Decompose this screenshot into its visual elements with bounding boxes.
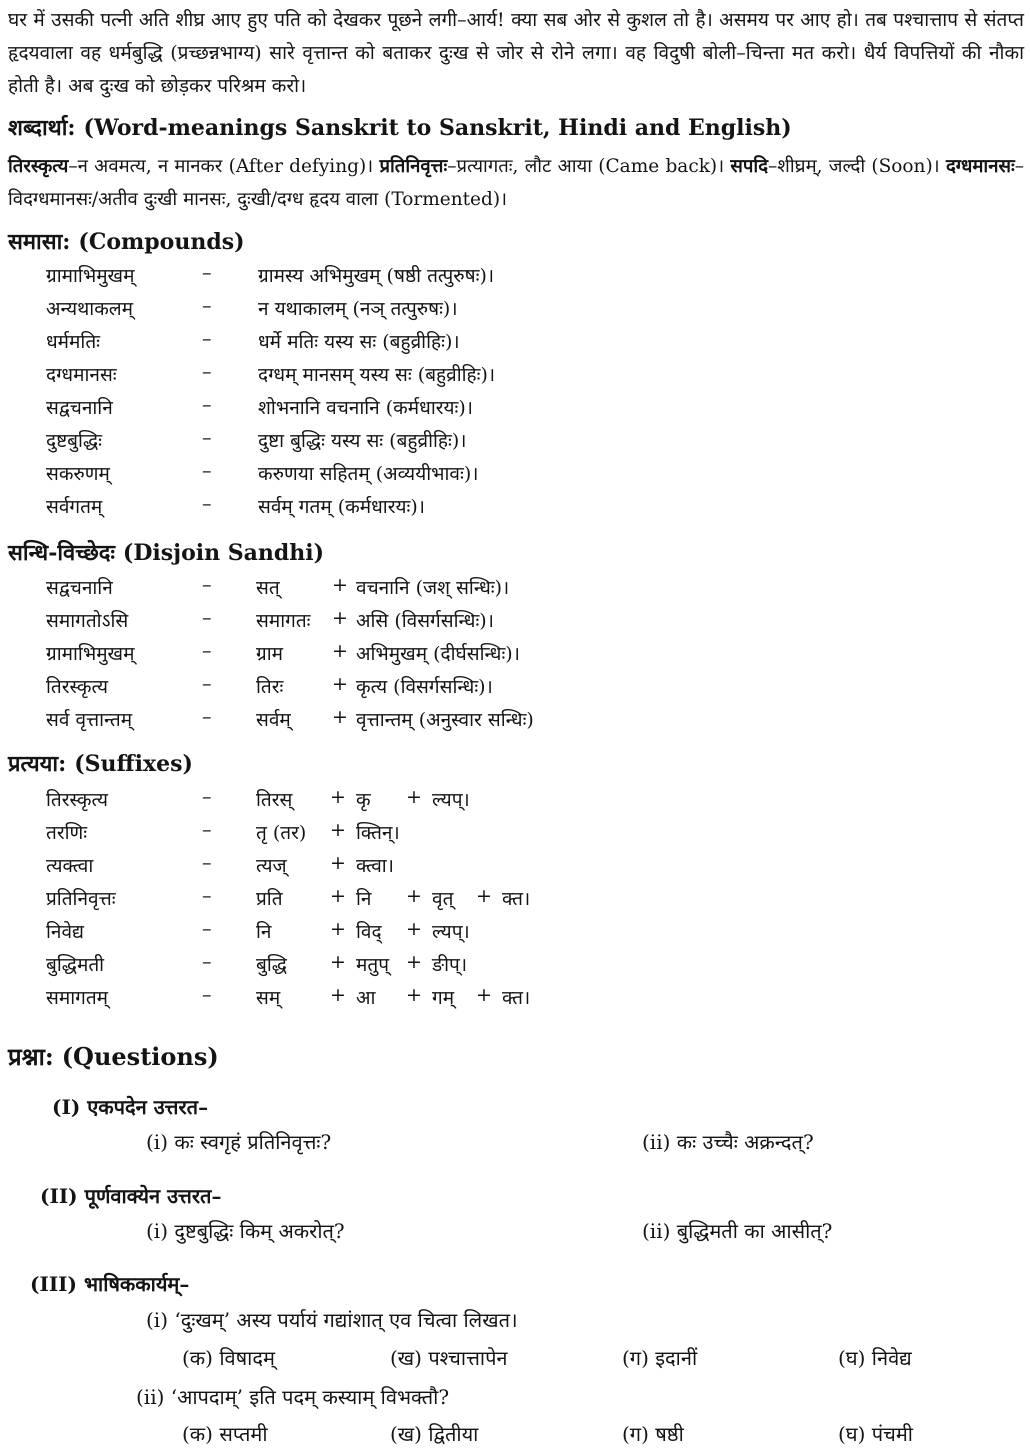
suffix-part: वृत् [432, 888, 454, 910]
table-row [0, 984, 1030, 1017]
dash: – [202, 328, 212, 350]
plus-sign: + [406, 918, 422, 940]
table-row [0, 493, 1030, 526]
dash: – [202, 951, 212, 973]
suffix-part: क्त। [502, 987, 531, 1009]
suffix-word: समागतम् [46, 987, 109, 1009]
suffix-part: गम् [432, 987, 455, 1009]
suffix-part: प्रति [256, 888, 283, 910]
compound-explanation: करुणया सहितम् (अव्ययीभावः)। [258, 463, 479, 485]
compounds-heading [8, 226, 245, 256]
plus-sign: + [476, 885, 492, 907]
dash: – [202, 295, 212, 317]
table-row [0, 394, 1030, 427]
compound-explanation: ग्रामस्य अभिमुखम् (षष्ठी तत्पुरुषः)। [258, 265, 495, 287]
suffix-part: नि [356, 888, 372, 910]
dash: – [202, 706, 212, 728]
answer-option: (घ) निवेद्य [838, 1346, 912, 1370]
plus-sign: + [330, 819, 346, 841]
question-section-label: (III) भाषिककार्यम्– [30, 1272, 190, 1296]
table-row [0, 819, 1030, 852]
table-row [0, 328, 1030, 361]
compound-word: धर्ममतिः [46, 331, 100, 353]
plus-sign: + [330, 951, 346, 973]
answer-option: (क) सप्तमी [182, 1422, 268, 1446]
suffix-word: प्रतिनिवृत्तः [46, 888, 116, 910]
suffix-part: मतुप् [356, 954, 389, 976]
suffix-part: क्तिन्। [356, 822, 400, 844]
sandhi-rest: कृत्य (विसर्गसन्धिः)। [356, 676, 493, 698]
compound-explanation: न यथाकालम् (नञ् तत्पुरुषः)। [258, 298, 458, 320]
plus-sign: + [332, 574, 348, 596]
wm-word: प्रतिनिवृत्तः [379, 156, 448, 177]
answer-option: (ग) इदानीं [622, 1346, 698, 1370]
dash: – [202, 885, 212, 907]
questions-heading-hi: प्रश्ना: [8, 1042, 54, 1071]
question-item: (ii) बुद्धिमती का आसीत्? [642, 1219, 833, 1243]
answer-option: (ख) पश्चात्तापेन [390, 1346, 508, 1370]
table-row [0, 706, 1030, 739]
word-meanings-list [8, 150, 1024, 216]
dash: – [202, 819, 212, 841]
suffix-part: क्त्वा। [356, 855, 394, 877]
dash: – [202, 607, 212, 629]
plus-sign: + [332, 607, 348, 629]
dash: – [202, 673, 212, 695]
intro-paragraph: घर में उसकी पत्नी अति शीघ्र आए हुए पति को देखकर पूछने लगी–आर्य! क्या सब ओर से कुशल तो है। असमय पर आए हो। तब पश्चात्ताप से संतप्त हृदयवाला वह धर्मबुद्धि (प्रच्छन्नभाग्य) सारे वृत्तान्त को बताकर दुःख से जोर से रोने लगा। वह विदुषी बोली–चिन्ता मत करो। धैर्य विपत्तियों की नौका होती है। अब दुःख को छोड़कर परिश्रम करो। [8, 9, 1024, 97]
table-row [0, 673, 1030, 706]
dash: – [202, 427, 212, 449]
suffix-part: बुद्धि [256, 954, 287, 976]
table-row [0, 885, 1030, 918]
suffix-part: त्यज् [256, 855, 287, 877]
question-item: (i) दुष्टबुद्धिः किम् अकरोत्? [146, 1219, 345, 1243]
wm-meaning: –न अवमत्य, न मानकर (After defying)। [68, 156, 374, 177]
suffixes-heading-hi: प्रत्यया: [8, 751, 67, 777]
answer-option: (घ) पंचमी [838, 1422, 913, 1446]
wm-word: तिरस्कृत्य [8, 156, 69, 177]
sandhi-rest: वचनानि (जश् सन्धिः)। [356, 577, 510, 599]
dash: – [202, 640, 212, 662]
compound-word: सकरुणम् [46, 463, 110, 485]
sandhi-rest: अभिमुखम् (दीर्घसन्धिः)। [356, 643, 520, 665]
table-row [0, 460, 1030, 493]
table-row [0, 574, 1030, 607]
dash: – [202, 574, 212, 596]
suffix-part: क्त। [502, 888, 531, 910]
sandhi-part: सत् [256, 577, 280, 599]
suffix-part: आ [356, 987, 376, 1009]
word-meanings-heading-en: (Word-meanings Sanskrit to Sanskrit, Hindi and English) [83, 115, 792, 141]
question-section-label: (II) पूर्णवाक्येन उत्तरत– [40, 1184, 222, 1208]
plus-sign: + [406, 984, 422, 1006]
sandhi-rest: असि (विसर्गसन्धिः)। [356, 610, 494, 632]
table-row [0, 786, 1030, 819]
suffix-part: ङीप्। [432, 954, 468, 976]
plus-sign: + [330, 786, 346, 808]
compound-explanation: दुष्टा बुद्धिः यस्य सः (बहुव्रीहिः)। [258, 430, 467, 452]
compound-explanation: शोभनानि वचनानि (कर्मधारयः)। [258, 397, 473, 419]
suffix-word: निवेद्य [46, 921, 85, 943]
suffixes-heading [8, 748, 193, 778]
sandhi-heading-hi: सन्धि-विच्छेदः [8, 540, 115, 566]
wm-meaning: –प्रत्यागतः, लौट आया (Came back)। [447, 156, 725, 177]
compound-word: अन्यथाकलम् [46, 298, 134, 320]
plus-sign: + [406, 885, 422, 907]
plus-sign: + [406, 786, 422, 808]
suffix-part: विद् [356, 921, 382, 943]
suffix-part: नि [256, 921, 272, 943]
compounds-heading-hi: समासा: [8, 229, 71, 255]
table-row [0, 361, 1030, 394]
suffixes-heading-en: (Suffixes) [74, 751, 193, 777]
question-section-label: (I) एकपदेन उत्तरत– [52, 1095, 209, 1119]
dash: – [202, 361, 212, 383]
table-row [0, 295, 1030, 328]
sandhi-rest: वृत्तान्तम् (अनुस्वार सन्धिः) [356, 709, 534, 731]
compound-word: सद्वचनानि [46, 397, 113, 419]
wm-word: दग्धमानसः [945, 156, 1015, 177]
plus-sign: + [476, 984, 492, 1006]
compounds-heading-en: (Compounds) [78, 229, 245, 255]
suffix-part: सम् [256, 987, 281, 1009]
table-row [0, 262, 1030, 295]
wm-word: सपदि [730, 156, 769, 177]
suffix-word: बुद्धिमती [46, 954, 105, 976]
suffix-part: ल्यप्। [432, 921, 470, 943]
dash: – [202, 984, 212, 1006]
suffix-part: ल्यप्। [432, 789, 470, 811]
compound-word: दुष्टबुद्धिः [46, 430, 102, 452]
table-row [0, 640, 1030, 673]
plus-sign: + [332, 706, 348, 728]
plus-sign: + [330, 984, 346, 1006]
dash: – [202, 852, 212, 874]
suffix-word: त्यक्त्वा [46, 855, 94, 877]
suffix-part: तिरस् [256, 789, 293, 811]
answer-option: (ग) षष्ठी [622, 1422, 684, 1446]
answer-option: (ख) द्वितीया [390, 1422, 479, 1446]
wm-meaning: –विदग्धमानसः/अतीव दुःखी मानसः, दुःखी/दग्ध हृदय वाला (Tormented)। [8, 156, 1024, 210]
sandhi-word: ग्रामाभिमुखम् [46, 643, 135, 665]
suffix-part: तृ (तर) [256, 822, 307, 844]
suffix-part: कृ [356, 789, 371, 811]
sandhi-word: सर्व वृत्तान्तम् [46, 709, 133, 731]
plus-sign: + [332, 640, 348, 662]
wm-meaning: –शीघ्रम्, जल्दी (Soon)। [768, 156, 940, 177]
word-meanings-heading [8, 112, 792, 142]
sandhi-part: ग्राम [256, 643, 283, 665]
dash: – [202, 460, 212, 482]
plus-sign: + [332, 673, 348, 695]
question-item: (ii) ‘आपदाम्’ इति पदम् कस्याम् विभक्तौ? [136, 1385, 450, 1409]
table-row [0, 852, 1030, 885]
plus-sign: + [330, 885, 346, 907]
suffix-word: तिरस्कृत्य [46, 789, 109, 811]
suffix-word: तरणिः [46, 822, 88, 844]
table-row [0, 607, 1030, 640]
dash: – [202, 262, 212, 284]
sandhi-word: तिरस्कृत्य [46, 676, 109, 698]
question-item: (i) ‘दुःखम्’ अस्य पर्यायं गद्यांशात् एव चित्वा लिखत। [146, 1308, 518, 1332]
sandhi-part: सर्वम् [256, 709, 291, 731]
compound-word: सर्वगतम् [46, 496, 103, 518]
dash: – [202, 918, 212, 940]
sandhi-word: सद्वचनानि [46, 577, 113, 599]
table-row [0, 427, 1030, 460]
sandhi-heading [8, 537, 324, 567]
compound-explanation: दग्धम् मानसम् यस्य सः (बहुव्रीहिः)। [258, 364, 496, 386]
dash: – [202, 394, 212, 416]
compound-explanation: धर्मे मतिः यस्य सः (बहुव्रीहिः)। [258, 331, 460, 353]
question-item: (ii) कः उच्चैः अक्रन्दत्? [642, 1130, 814, 1154]
questions-heading [8, 1040, 219, 1073]
plus-sign: + [406, 951, 422, 973]
word-meanings-heading-hi: शब्दार्था: [8, 115, 76, 141]
sandhi-part: समागतः [256, 610, 311, 632]
dash: – [202, 493, 212, 515]
answer-option: (क) विषादम् [182, 1346, 275, 1370]
plus-sign: + [330, 918, 346, 940]
plus-sign: + [330, 852, 346, 874]
dash: – [202, 786, 212, 808]
sandhi-part: तिरः [256, 676, 284, 698]
table-row [0, 951, 1030, 984]
sandhi-word: समागतोऽसि [46, 610, 129, 632]
table-row [0, 918, 1030, 951]
question-item: (i) कः स्वगृहं प्रतिनिवृत्तः? [146, 1130, 332, 1154]
questions-heading-en: (Questions) [61, 1042, 219, 1071]
sandhi-heading-en: (Disjoin Sandhi) [122, 540, 325, 566]
compound-word: दग्धमानसः [46, 364, 117, 386]
compound-word: ग्रामाभिमुखम् [46, 265, 135, 287]
compound-explanation: सर्वम् गतम् (कर्मधारयः)। [258, 496, 425, 518]
